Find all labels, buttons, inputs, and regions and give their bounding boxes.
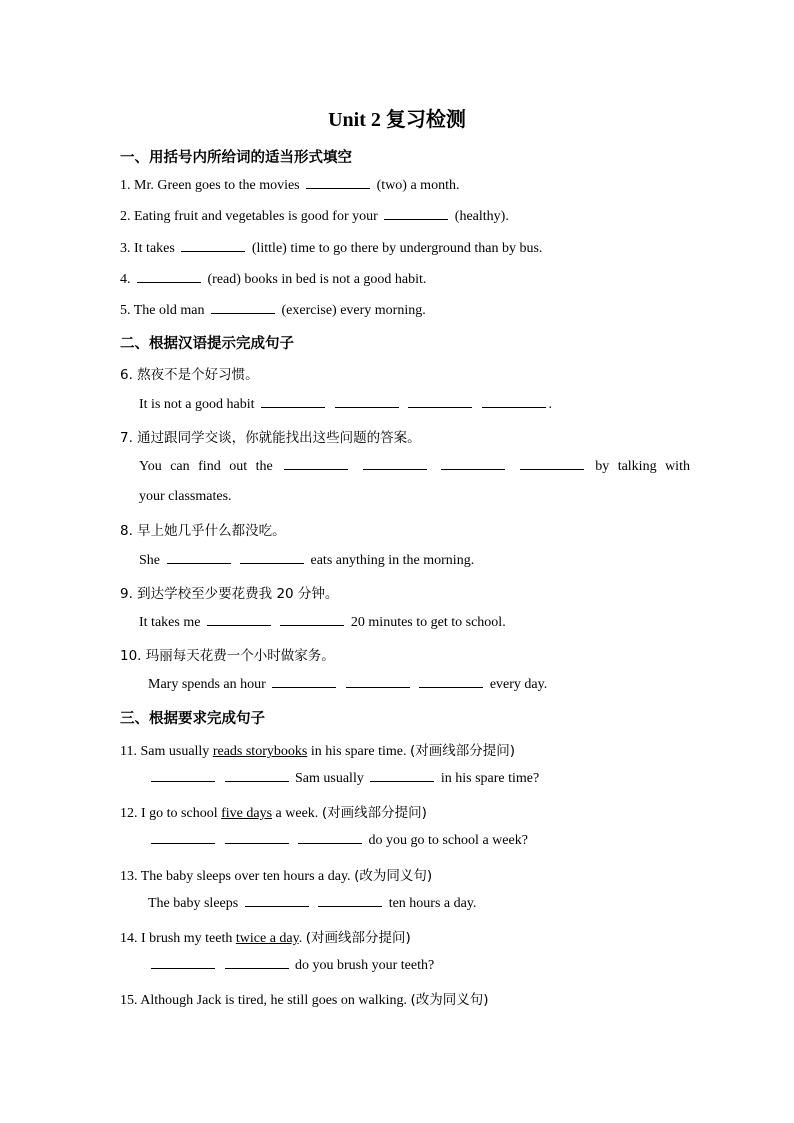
question-5: [120, 302, 426, 319]
q2-text-a: 2. Eating fruit and vegetables is good for your: [120, 209, 378, 224]
question-12: [120, 801, 427, 822]
question-2: [120, 208, 509, 225]
q6-blank-1[interactable]: [261, 396, 325, 408]
question-11: [120, 739, 515, 760]
q14-ans: do you brush your teeth?: [295, 958, 435, 973]
q7-answer-line-2: your classmates.: [139, 489, 232, 504]
q10-blank-1[interactable]: [272, 676, 336, 688]
q2-blank[interactable]: [384, 208, 448, 220]
q4-blank[interactable]: [137, 271, 201, 283]
q9-blank-2[interactable]: [280, 614, 344, 626]
question-3: [120, 240, 542, 257]
q7-prompt: 7. 通过跟同学交谈，你就能找出这些问题的答案。: [120, 430, 421, 446]
q7-blank-4[interactable]: [520, 458, 584, 470]
q11-underlined: reads storybooks: [212, 744, 308, 759]
q6-answer-line: [139, 396, 552, 413]
q7-text-a: You can find out the: [139, 459, 273, 474]
q10-blank-3[interactable]: [419, 676, 483, 688]
q12-answer-line: [148, 832, 528, 849]
q15-instruction: (改为同义句): [410, 992, 489, 1008]
q11-answer-line: [148, 770, 539, 787]
q14-blank-2[interactable]: [225, 957, 289, 969]
q13-instruction: (改为同义句): [354, 868, 433, 884]
q7-blank-3[interactable]: [441, 458, 505, 470]
q10-answer-line: [148, 676, 547, 693]
q12-instruction: (对画线部分提问): [321, 805, 427, 821]
q12-blank-3[interactable]: [298, 832, 362, 844]
q13-ans-b: ten hours a day.: [388, 896, 477, 911]
q5-text-b: (exercise) every morning.: [281, 303, 426, 318]
q8-text-a: She: [139, 553, 160, 568]
q6-blank-2[interactable]: [335, 396, 399, 408]
q7-answer-line: [139, 458, 690, 475]
q9-blank-1[interactable]: [207, 614, 271, 626]
q3-blank[interactable]: [181, 240, 245, 252]
q6-text: It is not a good habit: [139, 397, 255, 412]
question-4: [120, 271, 426, 288]
q1-text-b: (two) a month.: [376, 178, 460, 193]
q8-blank-2[interactable]: [240, 552, 304, 564]
q14-text-a: 14. I brush my teeth: [120, 931, 233, 946]
section-2-heading: 二、根据汉语提示完成句子: [120, 336, 294, 352]
q4-text-b: (read) books in bed is not a good habit.: [207, 272, 427, 287]
q6-blank-4[interactable]: [482, 396, 546, 408]
q8-prompt: 8. 早上她几乎什么都没吃。: [120, 523, 286, 539]
page-title: Unit 2 复习检测: [328, 109, 466, 131]
q13-text-a: 13. The baby sleeps over ten hours a day.: [120, 869, 351, 884]
q14-instruction: (对画线部分提问): [305, 930, 411, 946]
q9-text-b: 20 minutes to get to school.: [350, 615, 506, 630]
question-14: [120, 926, 411, 947]
q12-blank-2[interactable]: [225, 832, 289, 844]
q9-answer-line: [139, 614, 506, 631]
q1-blank[interactable]: [306, 177, 370, 189]
q9-prompt: 9. 到达学校至少要花费我 20 分钟。: [120, 586, 339, 602]
question-1: [120, 177, 459, 194]
q6-blank-3[interactable]: [408, 396, 472, 408]
q7-blank-2[interactable]: [363, 458, 427, 470]
q3-text-a: 3. It takes: [120, 241, 175, 256]
q14-blank-1[interactable]: [151, 957, 215, 969]
question-13: [120, 864, 432, 885]
q8-text-b: eats anything in the morning.: [310, 553, 475, 568]
q11-blank-1[interactable]: [151, 770, 215, 782]
q12-ans: do you go to school a week?: [368, 833, 528, 848]
q12-text-b: a week.: [275, 806, 319, 821]
question-15: [120, 988, 489, 1009]
q14-answer-line: [148, 957, 434, 974]
q11-instruction: (对画线部分提问): [409, 743, 516, 759]
q4-text-a: 4.: [120, 272, 131, 287]
q1-text-a: 1. Mr. Green goes to the movies: [120, 178, 300, 193]
q6-end: .: [548, 397, 552, 412]
q11-blank-3[interactable]: [370, 770, 434, 782]
section-3-heading: 三、根据要求完成句子: [120, 711, 265, 727]
q5-blank[interactable]: [211, 302, 275, 314]
q11-text-b: in his spare time.: [310, 744, 407, 759]
q12-underlined: five days: [221, 806, 273, 821]
q14-underlined: twice a day: [235, 931, 299, 946]
q7-blank-1[interactable]: [284, 458, 348, 470]
q11-ans-a: Sam usually: [295, 771, 364, 786]
q10-text-b: every day.: [489, 677, 548, 692]
q3-text-b: (little) time to go there by underground than by bus.: [251, 241, 543, 256]
q8-answer-line: [139, 552, 474, 569]
q14-text-b: .: [298, 931, 303, 946]
q11-blank-2[interactable]: [225, 770, 289, 782]
q12-text-a: 12. I go to school: [120, 806, 218, 821]
q12-blank-1[interactable]: [151, 832, 215, 844]
q13-answer-line: [148, 895, 476, 912]
q6-prompt: 6. 熬夜不是个好习惯。: [120, 367, 259, 383]
q11-ans-b: in his spare time?: [440, 771, 540, 786]
q5-text-a: 5. The old man: [120, 303, 205, 318]
q10-text-a: Mary spends an hour: [148, 677, 266, 692]
q15-text-a: 15. Although Jack is tired, he still goes on walking.: [120, 993, 407, 1008]
q13-ans-a: The baby sleeps: [148, 896, 239, 911]
q11-text-a: 11. Sam usually: [120, 744, 210, 759]
q10-prompt: 10. 玛丽每天花费一个小时做家务。: [120, 648, 335, 664]
q8-blank-1[interactable]: [167, 552, 231, 564]
section-1-heading: 一、用括号内所给词的适当形式填空: [120, 150, 352, 166]
q13-blank-2[interactable]: [318, 895, 382, 907]
q13-blank-1[interactable]: [245, 895, 309, 907]
q7-text-b: by talking with: [595, 459, 690, 474]
q2-text-b: (healthy).: [454, 209, 509, 224]
q10-blank-2[interactable]: [346, 676, 410, 688]
q9-text-a: It takes me: [139, 615, 201, 630]
